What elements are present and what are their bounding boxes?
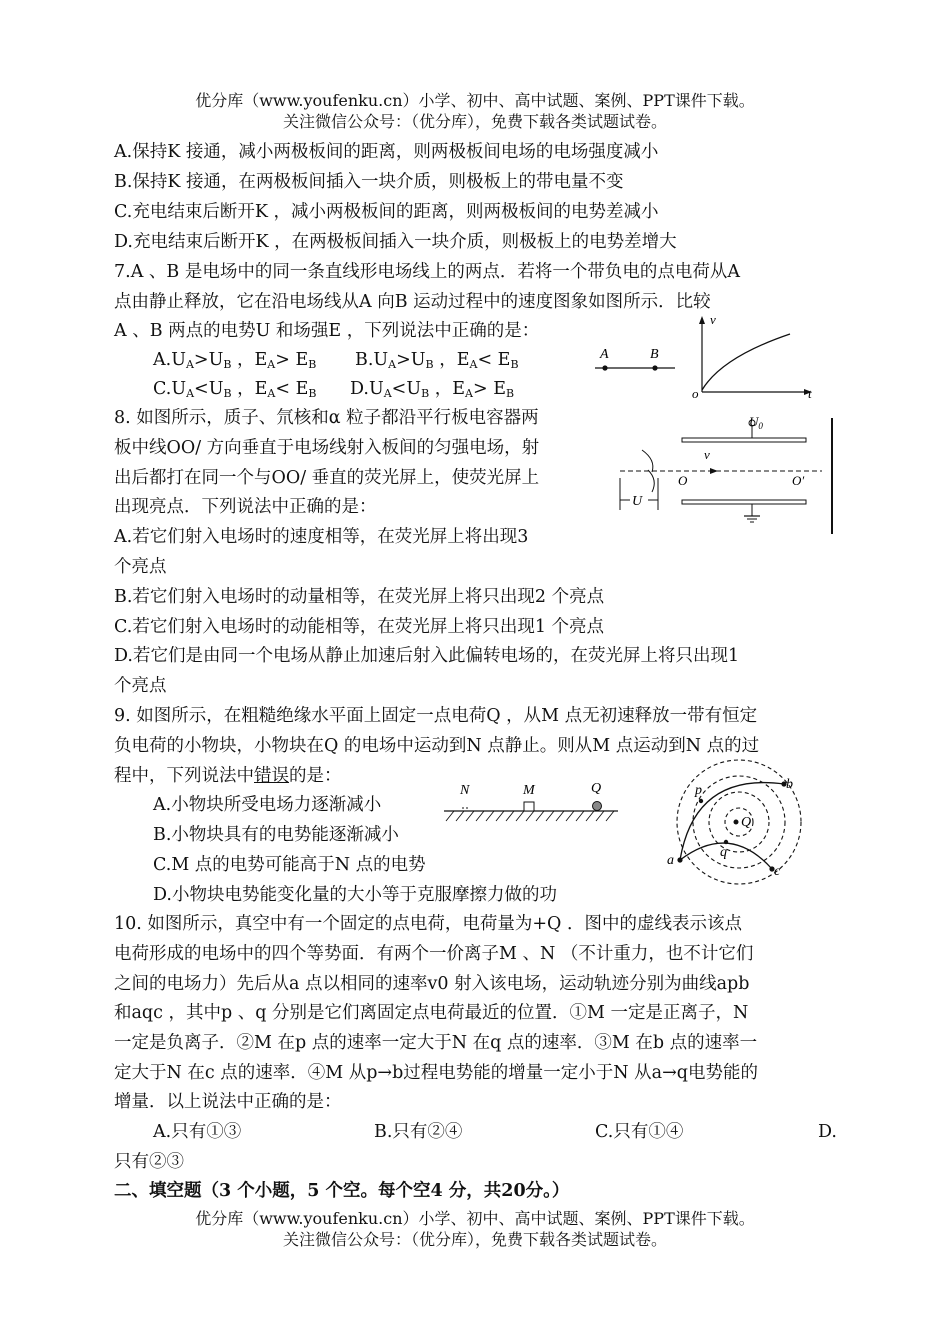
- header-line-1: 优分库（www.youfenku.cn）小学、初中、高中试题、案例、PPT课件下载。: [195, 91, 755, 110]
- q8-option-a-line-2: 个亮点: [114, 557, 167, 577]
- q6-option-b: B.保持K 接通，在两极板间插入一块介质，则极板上的带电量不变: [114, 172, 624, 192]
- q9-option-c: C.M 点的电势可能高于N 点的电势: [153, 855, 426, 875]
- block-m: [524, 802, 534, 811]
- p-label: p: [695, 783, 702, 798]
- footer-line-2: 关注微信公众号：（优分库），免费下载各类试题试卷。: [282, 1230, 667, 1249]
- q7-option-d: $D.U_A<U_B$ ，$E_A> E_B$: [350, 379, 515, 400]
- section-2-title: 二、填空题（3 个小题，5 个空。每个空4 分，共20分。）: [114, 1181, 570, 1201]
- q7-stem-line-1: 7.A 、B 是电场中的同一条直线形电场线上的两点．若将一个带负电的点电荷从A: [114, 262, 740, 282]
- q7-stem-line-3: A 、B 两点的电势U 和场强E ，下列说法中正确的是：: [114, 321, 540, 341]
- o-prime-label: O′: [792, 473, 805, 488]
- q10-stem-line-6: 定大于N 在c 点的速率．④M 从p→b过程电势能的增量一定小于N 从a→q电势能的: [114, 1063, 758, 1083]
- c-label: c: [774, 864, 781, 879]
- q8-option-a-line-1: A.若它们射入电场时的速度相等，在荧光屏上将出现3: [114, 527, 529, 547]
- o-label: O: [678, 473, 688, 488]
- q8-stem-line-4: 出现亮点．下列说法中正确的是：: [114, 497, 377, 517]
- q10-option-a: A.只有①③: [153, 1122, 242, 1142]
- q8-stem-line-3: 出后都打在同一个与OO/ 垂直的荧光屏上，使荧光屏上: [114, 468, 540, 488]
- label-q: Q: [591, 781, 602, 796]
- q10-option-d-label: D.: [818, 1122, 837, 1142]
- charge-q: [593, 802, 602, 811]
- u0-label: $U_0$: [749, 414, 763, 431]
- q7-stem-line-2: 点由静止释放，它在沿电场线从A 向B 运动过程中的速度图象如图所示．比较: [114, 292, 711, 312]
- q7-option-a: $A.U_A>U_B$ ，$E_A> E_B$: [153, 350, 317, 371]
- q10-stem-line-3: 之间的电场力）先后从a 点以相同的速率v0 射入该电场，运动轨迹分别为曲线apb: [114, 974, 750, 994]
- q-small-label: q: [720, 845, 727, 860]
- q10-stem-line-5: 一定是负离子．②M 在p 点的速率一定大于N 在q 点的速率．③M 在b 点的速率一: [114, 1033, 758, 1053]
- q9-figure: [440, 778, 630, 828]
- q7-option-c: $C.U_A<U_B$ ，$E_A< E_B$: [153, 379, 317, 400]
- header-line-2: 关注微信公众号：（优分库），免费下载各类试题试卷。: [282, 112, 667, 131]
- q8-stem-line-2: 板中线OO/ 方向垂直于电场线射入板间的匀强电场，射: [114, 438, 540, 458]
- q9-stem-line-1: 9. 如图所示，在粗糙绝缘水平面上固定一点电荷Q ，从M 点无初速释放一带有恒定: [114, 706, 758, 726]
- q8-option-c: C.若它们射入电场时的动能相等，在荧光屏上将只出现1 个亮点: [114, 617, 605, 637]
- q6-option-d: D.充电结束后断开K ，在两极板间插入一块介质，则极板上的电势差增大: [114, 232, 677, 252]
- a-label: a: [667, 853, 674, 868]
- fixed-charge-dot: [734, 820, 739, 825]
- q-label: Q: [741, 815, 752, 830]
- q8-option-d-line-2: 个亮点: [114, 676, 167, 696]
- q7-option-b: $B.U_A>U_B$ ，$E_A< E_B$: [355, 350, 519, 371]
- footer-line-1: 优分库（www.youfenku.cn）小学、初中、高中试题、案例、PPT课件下载。: [195, 1209, 755, 1228]
- q10-stem-line-2: 电荷形成的电场中的四个等势面．有两个一价离子M 、N （不计重力，也不计它们: [114, 944, 754, 964]
- q6-option-a: A.保持K 接通，减小两极板间的距离，则两极板间电场的电场强度减小: [114, 142, 659, 162]
- q8-figure: [612, 410, 842, 540]
- axis-v-label: v: [710, 312, 716, 327]
- q10-stem-line-1: 10. 如图所示，真空中有一个固定的点电荷，电荷量为+Q ．图中的虚线表示该点: [114, 914, 742, 934]
- q10-option-b: B.只有②④: [374, 1122, 463, 1142]
- q8-stem-line-1: 8. 如图所示，质子、氘核和α 粒子都沿平行板电容器两: [114, 408, 539, 428]
- q9-stem-line-3: 程中，下列说法中错误的是：: [114, 766, 342, 786]
- q10-option-d-text: 只有②③: [114, 1152, 184, 1172]
- origin-label: o: [692, 386, 699, 401]
- q8-option-d-line-1: D.若它们是由同一个电场从静止加速后射入此偏转电场的，在荧光屏上将只出现1: [114, 646, 740, 666]
- q10-stem-line-7: 增量．以上说法中正确的是：: [114, 1092, 342, 1112]
- label-n: N: [460, 783, 470, 798]
- b-label: b: [786, 777, 793, 792]
- label-a: A: [600, 347, 609, 362]
- q6-option-c: C.充电结束后断开K ，减小两极板间的距离，则两极板间的电势差减小: [114, 202, 659, 222]
- label-b: B: [650, 347, 659, 362]
- q10-stem-line-4: 和aqc ，其中p 、q 分别是它们离固定点电荷最近的位置．①M 一定是正离子，N: [114, 1003, 749, 1023]
- u-label: U: [632, 494, 643, 509]
- q10-option-c: C.只有①④: [595, 1122, 684, 1142]
- q9-option-d: D.小物块电势能变化量的大小等于克服摩擦力做的功: [153, 885, 557, 905]
- q10-figure: [660, 762, 840, 892]
- axis-t-label: t: [808, 386, 812, 401]
- q9-stem-line-2: 负电荷的小物块，小物块在Q 的电场中运动到N 点静止。则从M 点运动到N 点的过: [114, 736, 760, 756]
- point-b-dot: [652, 365, 657, 370]
- q8-option-b: B.若它们射入电场时的动量相等，在荧光屏上将只出现2 个亮点: [114, 587, 605, 607]
- velocity-label: v: [704, 447, 710, 462]
- q9-option-a: A.小物块所受电场力逐渐减小: [153, 795, 382, 815]
- q9-option-b: B.小物块具有的电势能逐渐减小: [153, 825, 399, 845]
- q7-figure: [590, 312, 830, 402]
- point-a-dot: [602, 365, 607, 370]
- label-m: M: [523, 783, 535, 798]
